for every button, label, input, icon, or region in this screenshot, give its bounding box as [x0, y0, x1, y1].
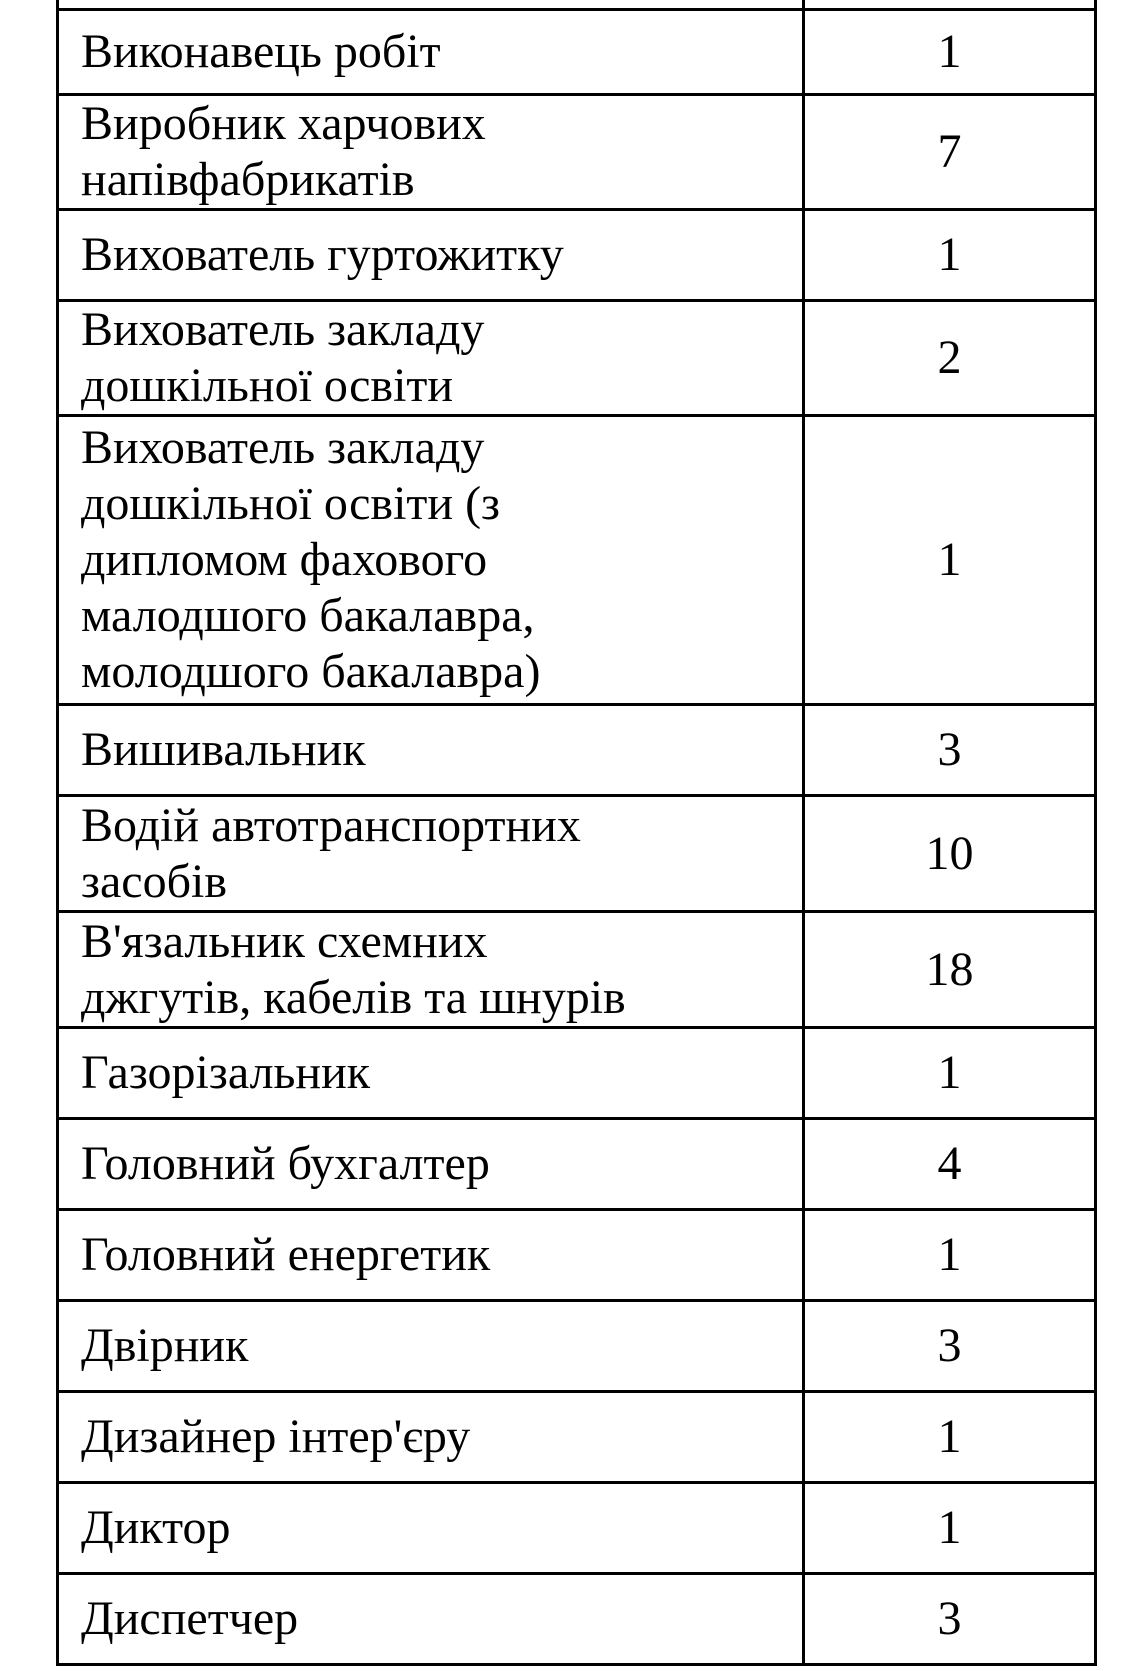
vacancy-count-cell: [804, 95, 1096, 210]
table-row: [58, 1119, 1096, 1210]
table-row: [58, 1301, 1096, 1392]
table-row: [58, 912, 1096, 1028]
table-row: [58, 0, 1096, 10]
profession-name: Вихователь гуртожитку: [81, 228, 564, 281]
table-row: [58, 95, 1096, 210]
profession-name-cell: [58, 705, 804, 796]
table-row: [58, 1210, 1096, 1301]
table-body: [58, 0, 1096, 1665]
table-row: [58, 1483, 1096, 1574]
table-row: [58, 210, 1096, 301]
vacancy-count-cell: [804, 1210, 1096, 1301]
vacancy-count-cell: [804, 0, 1096, 10]
vacancy-count: 18: [925, 942, 974, 996]
vacancy-count: 1: [937, 533, 962, 586]
profession-name: Диспетчер: [81, 1592, 299, 1645]
vacancy-count-cell: [804, 210, 1096, 301]
profession-name-cell: [58, 1301, 804, 1392]
profession-name-cell: [58, 1119, 804, 1210]
vacancy-count: 1: [937, 1228, 962, 1281]
vacancy-count: 3: [937, 1592, 962, 1645]
vacancy-count-cell: [804, 1301, 1096, 1392]
vacancy-count: 4: [937, 1137, 962, 1190]
vacancy-count-cell: [804, 416, 1096, 705]
profession-name-cell: [58, 796, 804, 912]
profession-name: Вихователь закладу дошкільної освіти: [81, 303, 485, 412]
vacancy-count: 3: [937, 723, 962, 776]
table-row: [58, 1392, 1096, 1483]
profession-name: Дизайнер інтер'єру: [81, 1410, 471, 1463]
vacancy-count: 2: [937, 331, 962, 384]
profession-name: Виконавець робіт: [81, 25, 441, 78]
profession-name-cell: [58, 912, 804, 1028]
vacancy-count-cell: [804, 796, 1096, 912]
profession-name-cell: [58, 1210, 804, 1301]
vacancy-count-cell: [804, 912, 1096, 1028]
vacancy-count: 1: [937, 228, 962, 281]
profession-name: Виробник харчових напівфабрикатів: [81, 97, 486, 206]
vacancy-count: 7: [937, 125, 962, 178]
profession-name: Головний енергетик: [81, 1228, 491, 1281]
table-row: [58, 1574, 1096, 1665]
vacancy-count: 1: [937, 1501, 962, 1554]
vacancy-count: 1: [937, 25, 962, 78]
profession-name: Диктор: [81, 1501, 231, 1554]
vacancy-count-cell: [804, 1392, 1096, 1483]
vacancy-count: 3: [937, 1319, 962, 1372]
vacancy-count: 10: [925, 826, 974, 880]
profession-name: Водій автотранспортних засобів: [81, 798, 581, 908]
table-row: [58, 10, 1096, 95]
profession-vacancy-table: [56, 0, 1097, 1666]
vacancy-count-cell: [804, 705, 1096, 796]
table-row: [58, 416, 1096, 705]
profession-name: Двірник: [81, 1319, 249, 1372]
vacancy-count: 1: [937, 1410, 962, 1463]
profession-name-cell: [58, 1392, 804, 1483]
vacancy-count-cell: [804, 1119, 1096, 1210]
table-row: [58, 1028, 1096, 1119]
vacancy-count-cell: [804, 1574, 1096, 1665]
profession-name-cell: [58, 0, 804, 10]
vacancy-count-cell: [804, 10, 1096, 95]
profession-name-cell: [58, 301, 804, 416]
profession-name: Вишивальник: [81, 723, 366, 776]
profession-name: В'язальник схемних джгутів, кабелів та шнурів: [81, 914, 626, 1024]
vacancy-count-cell: [804, 301, 1096, 416]
profession-name-cell: [58, 1574, 804, 1665]
profession-name: Газорізальник: [81, 1046, 371, 1099]
profession-name-cell: [58, 1483, 804, 1574]
profession-name-cell: [58, 95, 804, 210]
profession-name-cell: [58, 10, 804, 95]
profession-name-cell: [58, 416, 804, 705]
table-row: [58, 705, 1096, 796]
vacancy-count-cell: [804, 1483, 1096, 1574]
profession-name-cell: [58, 210, 804, 301]
profession-name-cell: [58, 1028, 804, 1119]
table-row: [58, 796, 1096, 912]
profession-name: Вихователь закладу дошкільної освіти (з дипломом фахового малодшого бакалавра, молодшого бакалавра): [81, 421, 541, 698]
profession-name: Головний бухгалтер: [81, 1137, 490, 1190]
vacancy-count: 1: [937, 1046, 962, 1099]
table-row: [58, 301, 1096, 416]
vacancy-count-cell: [804, 1028, 1096, 1119]
